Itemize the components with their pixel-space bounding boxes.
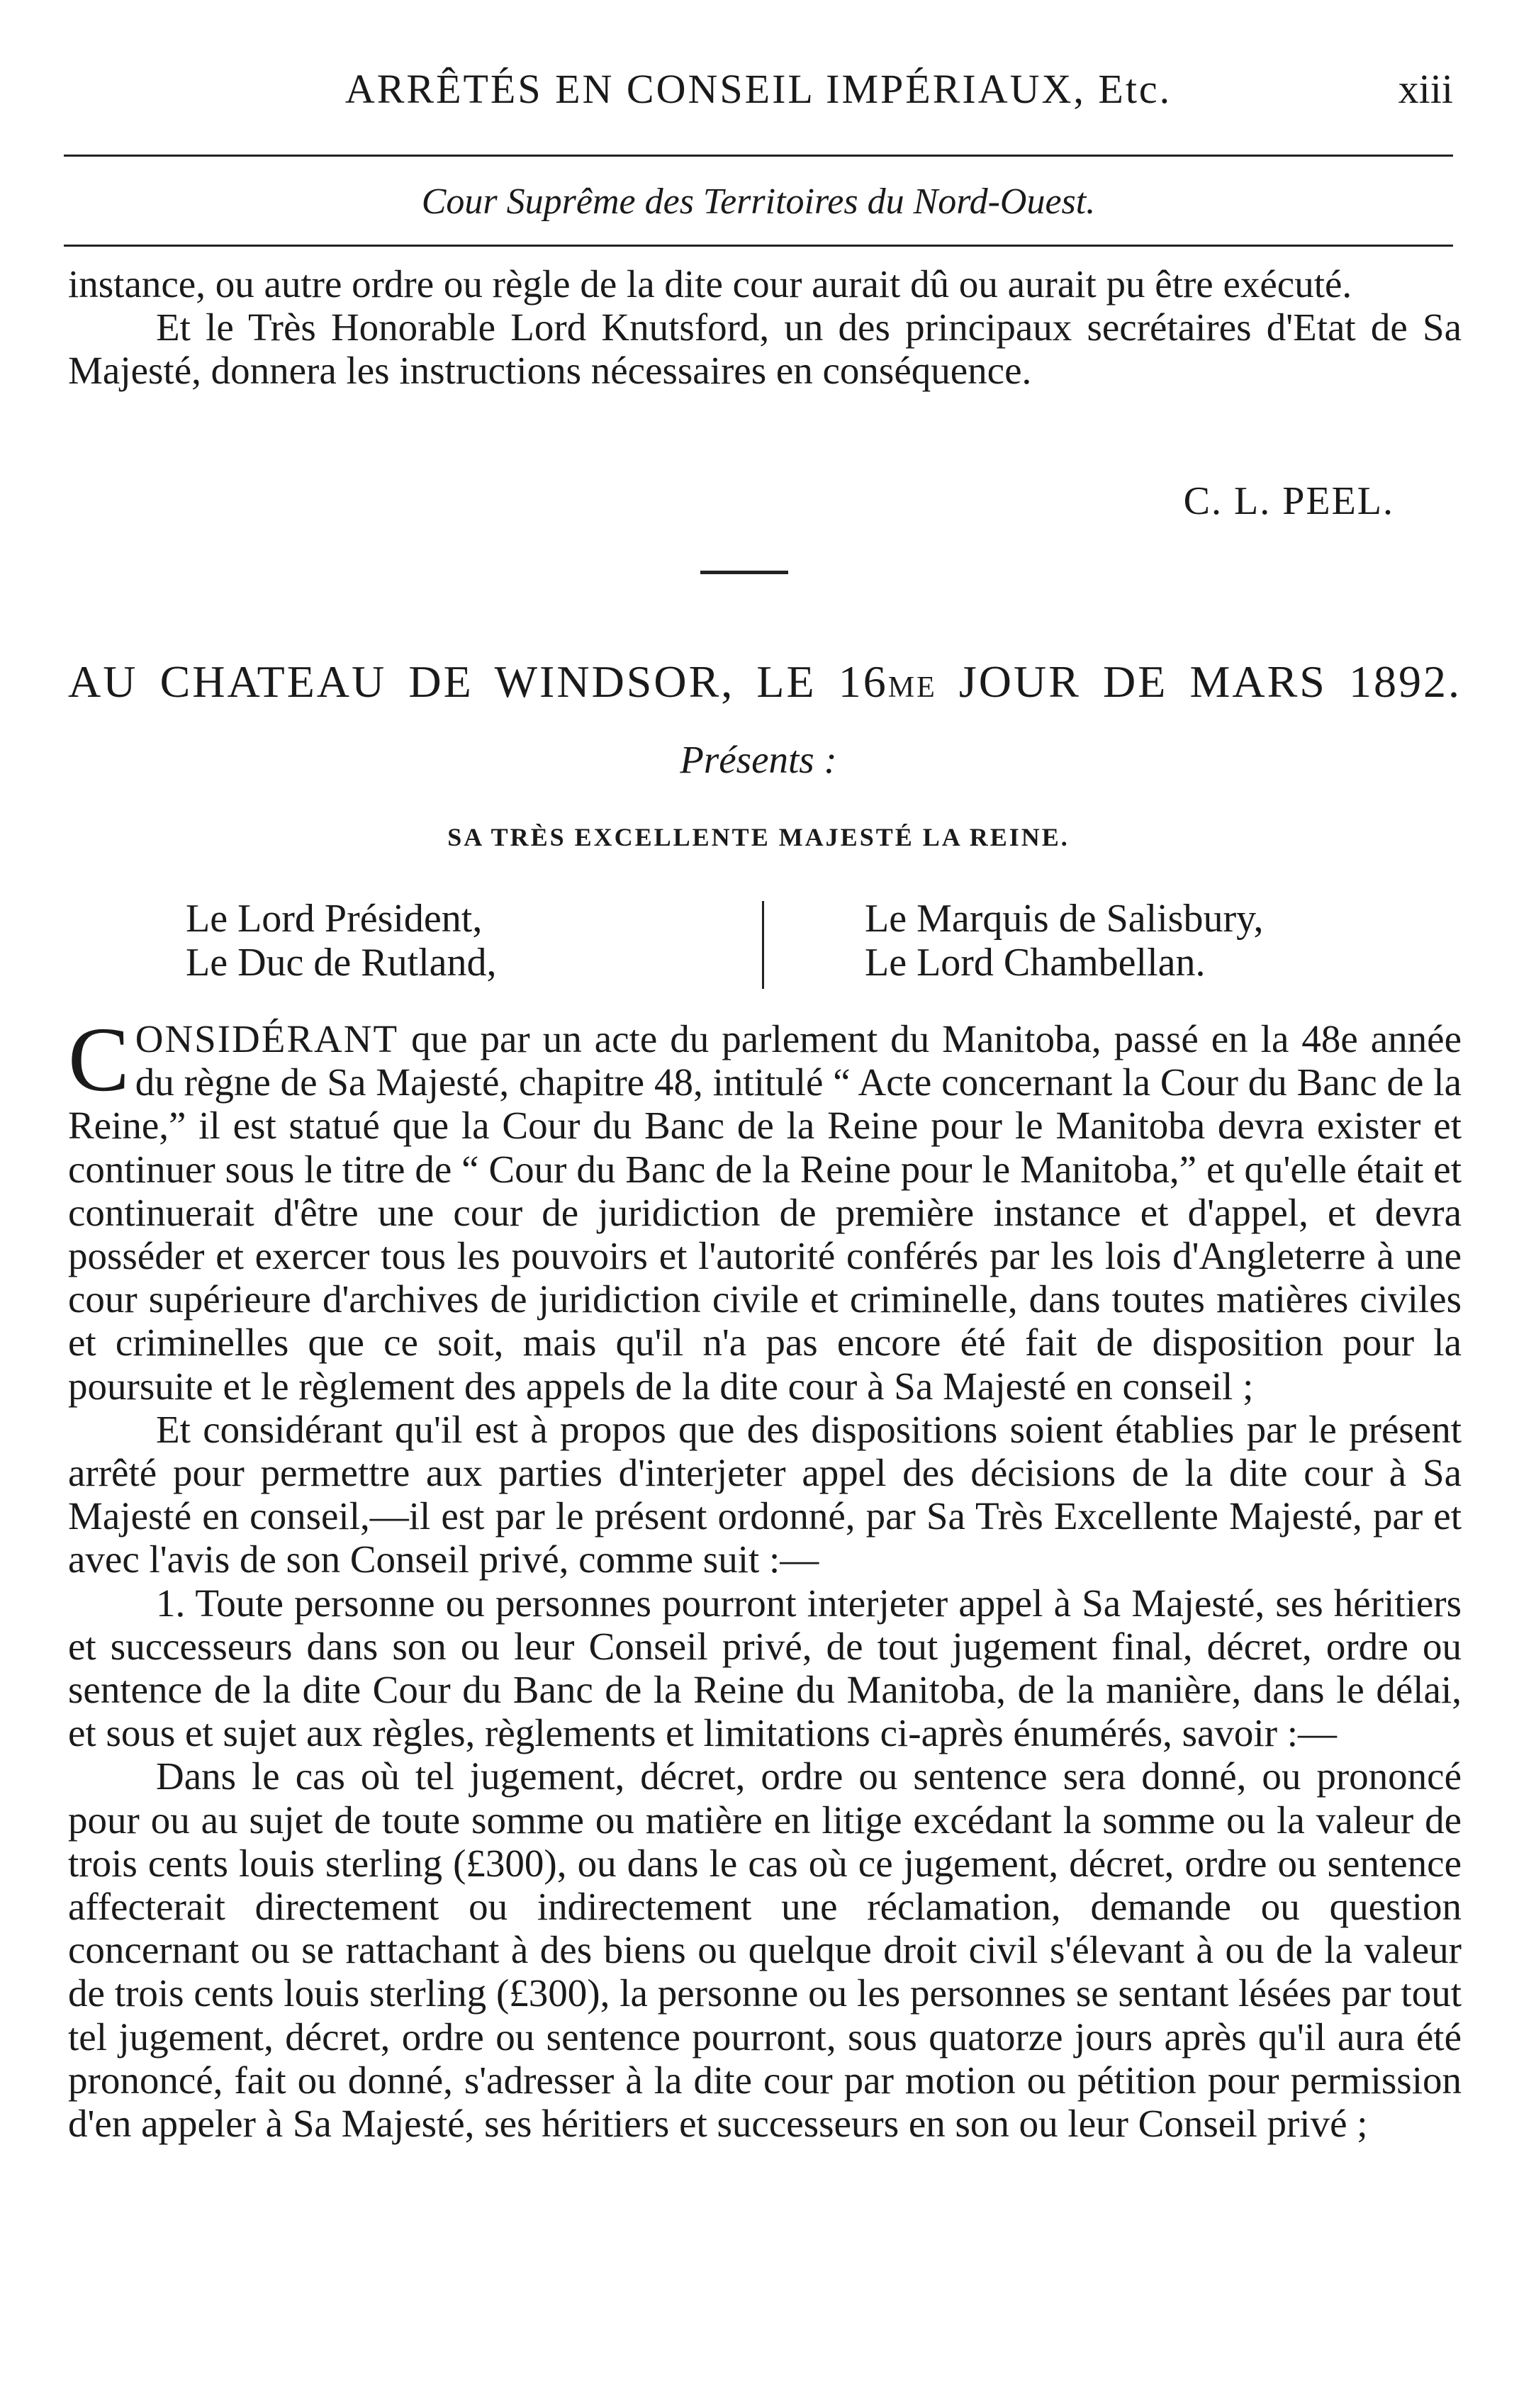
- date-suffix: JOUR DE MARS 1892.: [936, 656, 1462, 707]
- lead-word: ONSIDÉRANT: [135, 1017, 399, 1060]
- councillor: Le Marquis de Salisbury,: [865, 897, 1264, 941]
- intro-paragraph-2: Et le Très Honorable Lord Knutsford, un des principaux secrétaires d'Etat de Sa Majesté, donnera les instructions nécessaires en conséquence.: [68, 306, 1462, 393]
- header-rule-bottom: [64, 245, 1453, 247]
- paragraph-2: Et considérant qu'il est à propos que des dispositions soient établies par le présent arrêté pour permettre aux parties d'interjeter appel des décisions de la dite cour à Sa Majesté en conseil,—il est par le présent ordonné, par Sa Très Excellente Majesté, par et avec l'avis de son Conseil privé, comme suit :—: [68, 1407, 1462, 1581]
- column-divider: [762, 901, 764, 989]
- date-prefix: AU CHATEAU DE WINDSOR, LE 16: [68, 656, 888, 707]
- paragraph-1-text: que par un acte du parlement du Manitoba, passé en la 48e année du règne de Sa Majesté, chapitre 48, intitulé “ Acte concernant la Cour du Banc de la Reine,” il est statué que la Cour du Banc de la Reine pour le Manitoba devra exister et continuer sous le titre de “ Cour du Banc de la Reine pour le Manitoba,” et qu'elle était et continuerait d'être une cour de juridiction de première instance et d'appel, et devra posséder et exercer tous les pouvoirs et l'autorité conférés par les lois d'Angleterre à une cour supérieure d'archives de juridiction civile et criminelle, dans toutes matières civiles et criminelles que ce soit, mais qu'il n'a pas encore été fait de disposition pour la poursuite et le règlement des appels de la dite cour à Sa Majesté en conseil ;: [68, 1017, 1462, 1408]
- councillor: Le Lord Président,: [186, 897, 483, 941]
- running-title: ARRÊTÉS EN CONSEIL IMPÉRIAUX, Etc.: [344, 66, 1172, 112]
- intro-text: [68, 262, 1462, 393]
- councillor: Le Lord Chambellan.: [865, 941, 1206, 985]
- presents-label: Présents :: [680, 738, 837, 781]
- councillors-left-column: [186, 897, 497, 985]
- councillor: Le Duc de Rutland,: [186, 941, 497, 985]
- date-superscript: ME: [887, 671, 937, 704]
- drop-cap: C: [68, 1009, 130, 1111]
- order-text: [68, 1009, 1462, 2146]
- councillors-list: [0, 897, 1536, 996]
- page-number: xiii: [1398, 66, 1453, 112]
- order-date-heading: [68, 656, 1462, 708]
- section-subtitle: Cour Suprême des Territoires du Nord-Ouest.: [421, 181, 1096, 222]
- section-divider: [700, 571, 788, 574]
- paragraph-4: Dans le cas où tel jugement, décret, ordre ou sentence sera donné, ou prononcé pour ou au sujet de toute somme ou matière en litige excédant la somme ou la valeur de trois cents louis sterling (£300), ou dans le cas où ce jugement, décret, ordre ou sentence affecterait directement ou indirectement une réclamation, demande ou question concernant ou se rattachant à des biens ou quelque droit civil s'élevant à ou de la valeur de trois cents louis sterling (£300), la personne ou les personnes se sentant lésées par tout tel jugement, décret, ordre ou sentence pourront, sous quatorze jours après qu'il aura été prononcé, fait ou donné, s'adresser à la dite cour par motion ou pétition pour permission d'en appeler à Sa Majesté, ses héritiers et successeurs en son ou leur Conseil privé ;: [68, 1754, 1462, 2146]
- intro-paragraph-1: instance, ou autre ordre ou règle de la dite cour aurait dû ou aurait pu être exécuté.: [68, 262, 1352, 306]
- paragraph-considerant: [68, 1009, 1462, 1408]
- queen-line: SA TRÈS EXCELLENTE MAJESTÉ LA REINE.: [447, 823, 1070, 851]
- paragraph-3: 1. Toute personne ou personnes pourront interjeter appel à Sa Majesté, ses héritiers et successeurs dans son ou leur Conseil privé, de tout jugement final, décret, ordre ou sentence de la dite Cour du Banc de la Reine du Manitoba, de la manière, dans le délai, et sous et sujet aux règles, règlements et limitations ci-après énumérés, savoir :—: [68, 1581, 1462, 1755]
- header-rule-top: [64, 155, 1453, 157]
- running-header: [64, 65, 1453, 122]
- signature: C. L. PEEL.: [1183, 479, 1394, 523]
- councillors-right-column: [865, 897, 1264, 985]
